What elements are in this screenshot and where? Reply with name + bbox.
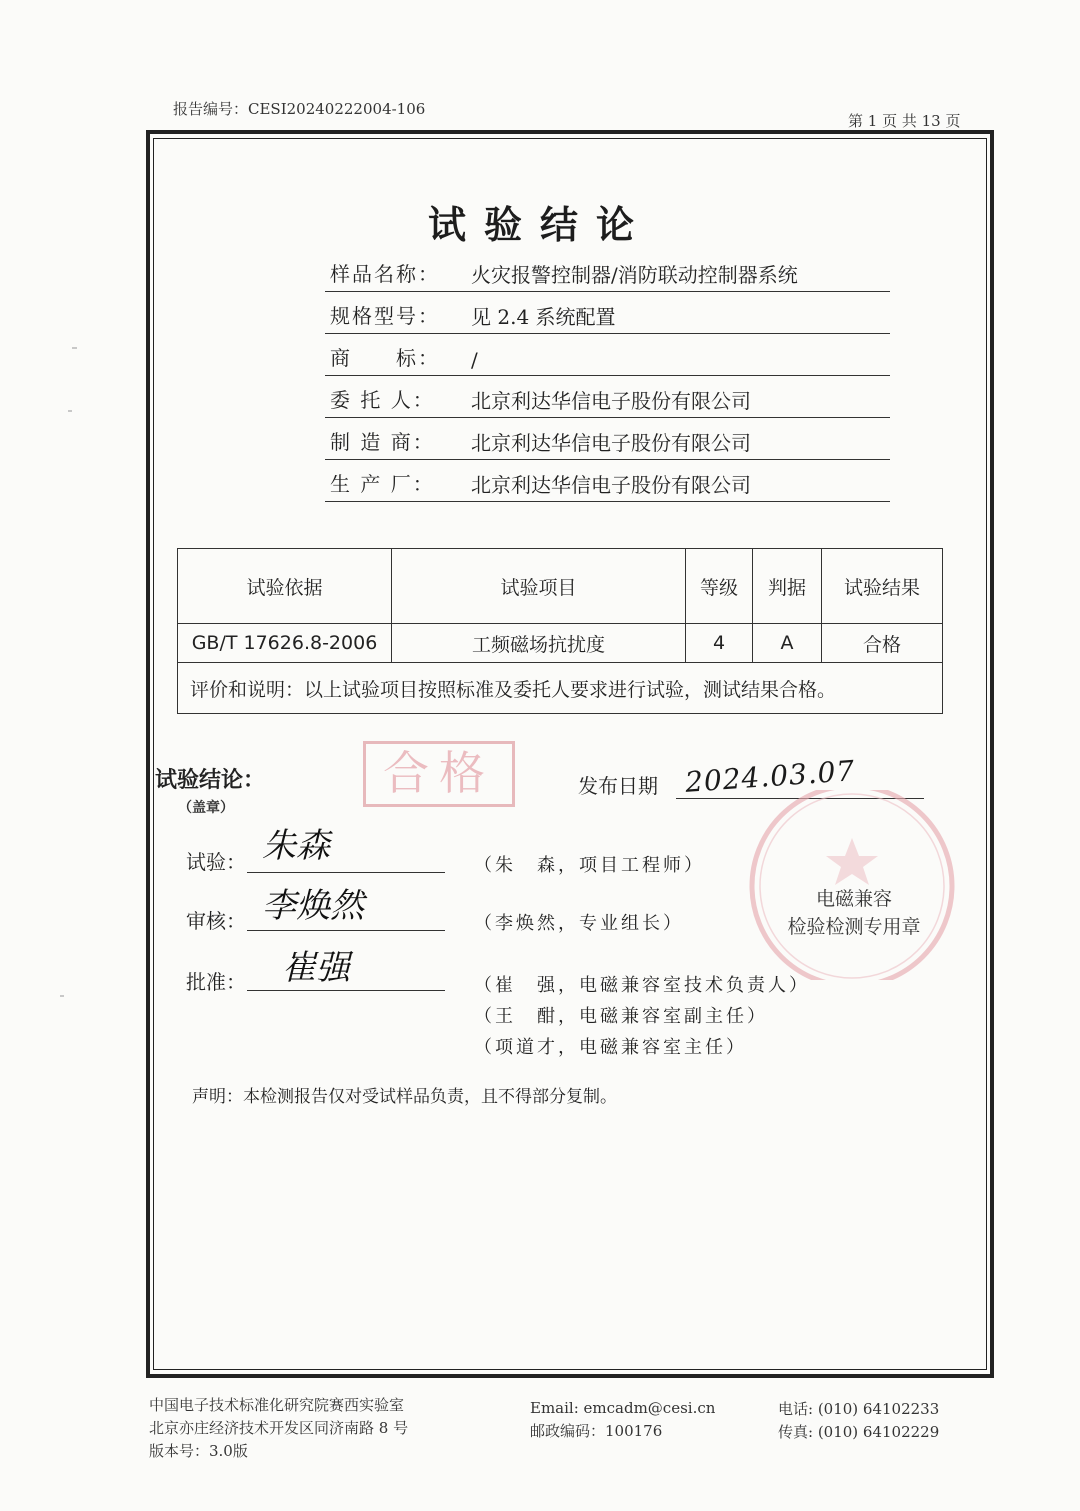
person-director: （项道才，电磁兼容室主任） [474,1037,747,1058]
info-label: 委 托 人： [330,388,435,412]
footer-contact-block [530,1397,715,1443]
signature-line-test [247,872,445,873]
signature-label-test: 试验： [186,850,246,874]
scan-speck [68,410,72,412]
info-value: 见 2.4 系统配置 [471,305,616,329]
footer-fax: 传真: (010) 64102229 [778,1423,940,1441]
person-review: （李焕然，专业组长） [474,913,684,934]
table-header-cell: 判据 [753,549,822,624]
table-header-cell: 试验项目 [392,549,686,624]
info-row-sample-name [325,251,890,292]
info-row-client [325,377,890,418]
table-cell-item: 工频磁场抗扰度 [392,624,686,663]
signature-line-review [247,930,445,931]
table-row [178,624,943,663]
footer-phone: 电话: (010) 64102233 [778,1400,940,1418]
footer-org: 中国电子技术标准化研究院赛西实验室 [149,1396,405,1414]
footer-address: 北京亦庄经济技术开发区同济南路 8 号 [149,1419,409,1437]
info-value: / [471,348,478,372]
scan-speck [72,347,77,349]
info-value: 北京利达华信电子股份有限公司 [471,431,751,455]
info-row-model [325,293,890,334]
page-title: 试验结论 [427,202,652,247]
signature-approve: 崔强 [282,948,350,988]
footer-postcode: 邮政编码：100176 [530,1422,663,1440]
signature-test: 朱森 [262,826,330,866]
footer-version: 版本号：3.0版 [149,1442,248,1460]
table-header-cell: 等级 [686,549,753,624]
info-label: 样品名称： [330,262,440,286]
footer-email: Email: emcadm@cesi.cn [530,1399,716,1417]
seal-note: （盖章） [178,800,234,816]
signature-review: 李焕然 [262,886,364,926]
results-table [177,548,943,714]
info-label: 生 产 厂： [330,472,435,496]
info-label: 制 造 商： [330,430,435,454]
release-date-label: 发布日期 [578,774,658,798]
table-cell-level: 4 [686,624,753,663]
info-value: 北京利达华信电子股份有限公司 [471,389,751,413]
info-value: 北京利达华信电子股份有限公司 [471,473,751,497]
table-cell-result: 合格 [822,624,943,663]
footer-phone-block [778,1398,939,1444]
footer-org-block [149,1394,408,1463]
info-row-factory [325,461,890,502]
info-value: 火灾报警控制器/消防联动控制器系统 [471,263,798,287]
info-label: 商 标： [330,346,440,370]
official-seal [742,790,958,980]
page-indicator: 第 1 页 共 13 页 [848,112,961,130]
scan-speck [60,995,64,997]
declaration: 声明：本检测报告仅对受试样品负责，且不得部分复制。 [192,1087,617,1107]
table-header-cell: 试验结果 [822,549,943,624]
info-label: 规格型号： [330,304,440,328]
pass-stamp: 合格 [363,741,515,807]
conclusion-label: 试验结论： [155,767,266,793]
table-cell-standard: GB/T 17626.8-2006 [178,624,392,663]
release-date-handwritten: 2024.03.07 [684,754,857,799]
table-header-row [178,549,943,624]
table-note: 评价和说明：以上试验项目按照标准及委托人要求进行试验，测试结果合格。 [178,663,943,714]
table-note-row [178,663,943,714]
signature-label-review: 审核： [186,909,246,933]
info-row-manufacturer [325,419,890,460]
info-row-trademark [325,335,890,376]
seal-text-line1: 电磁兼容 [815,888,892,910]
person-test: （朱 森，项目工程师） [474,855,705,876]
person-approve: （崔 强，电磁兼容室技术负责人） [474,975,810,996]
report-number: 报告编号：CESI20240222004-106 [173,100,426,118]
signature-label-approve: 批准： [186,970,246,994]
seal-text-line2: 检验检测专用章 [787,916,921,938]
table-header-cell: 试验依据 [178,549,392,624]
person-deputy-director: （王 酣，电磁兼容室副主任） [474,1006,768,1027]
signature-line-approve [247,990,445,991]
table-cell-criterion: A [753,624,822,663]
